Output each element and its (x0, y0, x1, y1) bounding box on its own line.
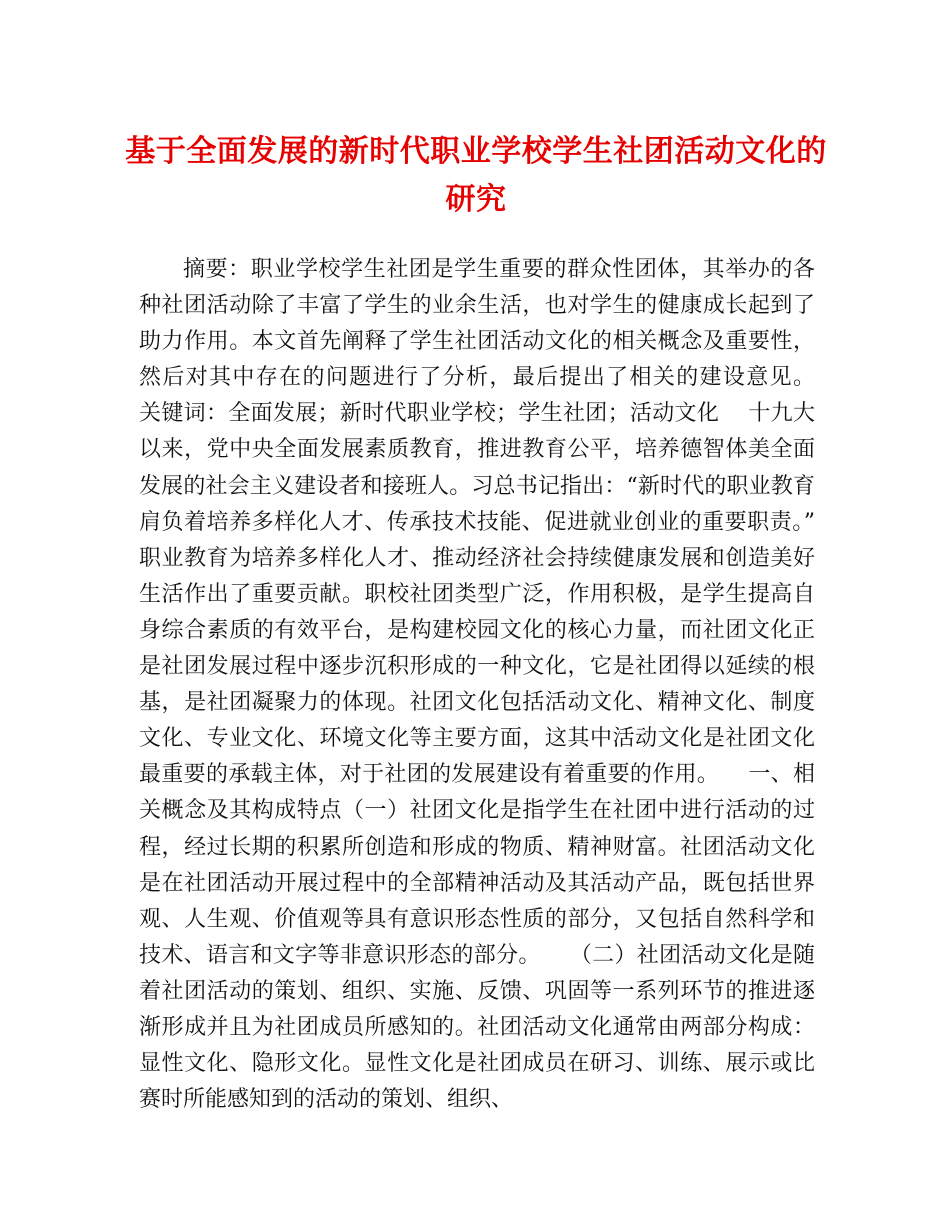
document-title: 基于全面发展的新时代职业学校学生社团活动文化的研究 (125, 134, 827, 217)
document-body: 摘要：职业学校学生社团是学生重要的群众性团体，其举办的各种社团活动除了丰富了学生的业余生活，也对学生的健康成长起到了助力作用。本文首先阐释了学生社团活动文化的相关概念及重要性，然后对其中存在的问题进行了分析，最后提出了相关的建设意见。 关键词：全面发展；新时代职业学校；学生社团；活动文化 十九大以来，党中央全面发展素质教育，推进教育公平，培养德智体美全面发展的社会主义建设者和接班人。习总书记指出：“新时代的职业教育肩负着培养多样化人才、传承技术技能、促进就业创业的重要职责。” 职业教育为培养多样化人才、推动经济社会持续健康发展和创造美好生活作出了重要贡献。职校社团类型广泛，作用积极，是学生提高自身综合素质的有效平台，是构建校园文化的核心力量，而社团文化正是社团发展过程中逐步沉积形成的一种文化，它是社团得以延续的根基，是社团凝聚力的体现。社团文化包括活动文化、精神文化、制度文化、专业文化、环境文化等主要方面，这其中活动文化是社团文化最重要的承载主体，对于社团的发展建设有着重要的作用。 一、相关概念及其构成特点（一）社团文化是指学生在社团中进行活动的过程，经过长期的积累所创造和形成的物质、精神财富。社团活动文化是在社团活动开展过程中的全部精神活动及其活动产品，既包括世界观、人生观、价值观等具有意识形态性质的部分，又包括自然科学和技术、语言和文字等非意识形态的部分。 （二）社团活动文化是随着社团活动的策划、组织、实施、反馈、巩固等一系列环节的推进逐渐形成并且为社团成员所感知的。社团活动文化通常由两部分构成：显性文化、隐形文化。显性文化是社团成员在研习、训练、展示或比赛时所能感知到的活动的策划、组织、 (139, 257, 843, 1113)
